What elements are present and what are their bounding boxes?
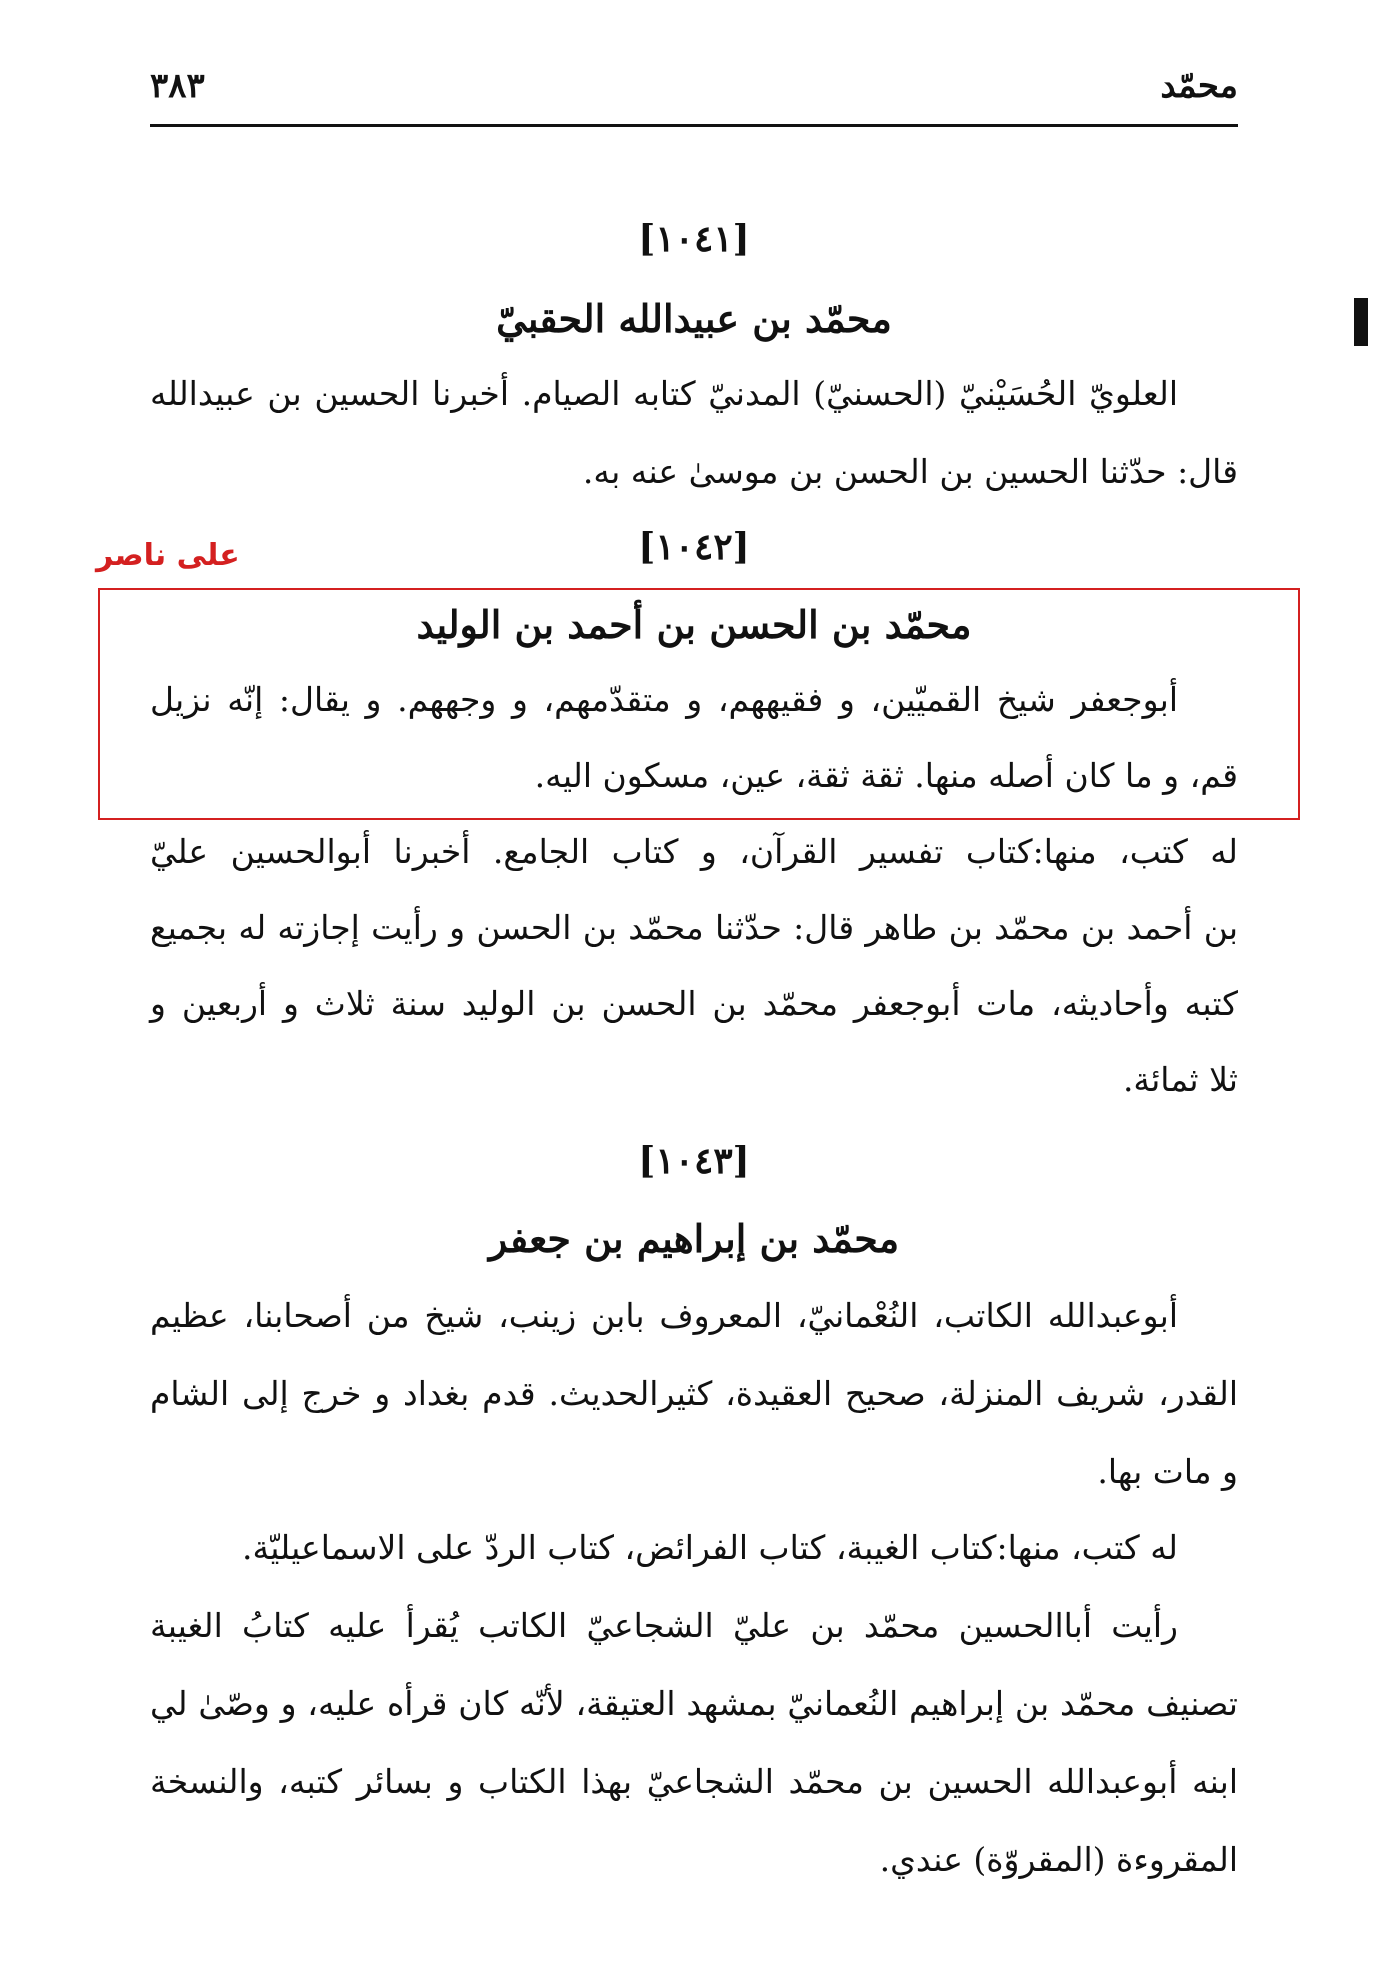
text-line: كتبه وأحاديثه، مات أبوجعفر محمّد بن الحسن بن الوليد سنة ثلاث و أربعين و [150,984,1238,1023]
text-line: رأيت أباالحسين محمّد بن عليّ الشجاعيّ الكاتب يُقرأ عليه كتابُ الغيبة [150,1606,1178,1645]
text-line: القدر، شريف المنزلة، صحيح العقيدة، كثيرالحديث. قدم بغداد و خرج إلى الشام [150,1374,1238,1413]
text-line: العلويّ الحُسَيْنيّ (الحسنيّ) المدنيّ كتابه الصيام. أخبرنا الحسين بن عبيدالله [150,374,1178,413]
text-line: بن أحمد بن محمّد بن طاهر قال: حدّثنا محمّد بن الحسن و رأيت إجازته له بجميع [150,908,1238,947]
text-line: قال: حدّثنا الحسين بن الحسن بن موسىٰ عنه به. [582,452,1238,491]
entry-title: محمّد بن الحسن بن أحمد بن الوليد [416,602,972,647]
text-line: و مات بها. [1097,1452,1238,1491]
text-line: أبوعبدالله الكاتب، النُعْمانيّ، المعروف بابن زينب، شيخ من أصحابنا، عظيم [150,1296,1178,1335]
running-head: محمّد [1160,66,1238,106]
text-line: له كتب، منها:كتاب تفسير القرآن، و كتاب الجامع. أخبرنا أبوالحسين عليّ [150,832,1238,871]
text-line: المقروءة (المقروّة) عندي. [879,1840,1238,1879]
page-header [150,60,1238,120]
text-line: تصنيف محمّد بن إبراهيم النُعمانيّ بمشهد العتيقة، لأنّه كان قرأه عليه، و وصّىٰ لي [150,1684,1238,1723]
text-line: ثلا ثمائة. [1122,1060,1238,1099]
entry-title: محمّد بن إبراهيم بن جعفر [488,1216,900,1261]
margin-mark [1354,298,1368,346]
entry-title: محمّد بن عبيدالله الحقبيّ [496,296,892,341]
entry-number: [١٠٤١] [638,218,750,260]
text-line: له كتب، منها:كتاب الغيبة، كتاب الفرائض، كتاب الردّ على الاسماعيليّة. [242,1528,1178,1567]
annotation-label: على ناصر [96,538,240,573]
text-line: ابنه أبوعبدالله الحسين بن محمّد الشجاعيّ بهذا الكتاب و بسائر كتبه، والنسخة [150,1762,1238,1801]
entry-number: [١٠٤٢] [638,526,750,568]
text-line: قم، و ما كان أصله منها. ثقة ثقة، عين، مسكون اليه. [534,756,1238,795]
text-line: أبوجعفر شيخ القميّين، و فقيههم، و متقدّمهم، و وجههم. و يقال: إنّه نزيل [150,680,1178,719]
page-number: ٣٨٣ [150,66,205,106]
header-rule [150,124,1238,127]
entry-number: [١٠٤٣] [638,1140,750,1182]
